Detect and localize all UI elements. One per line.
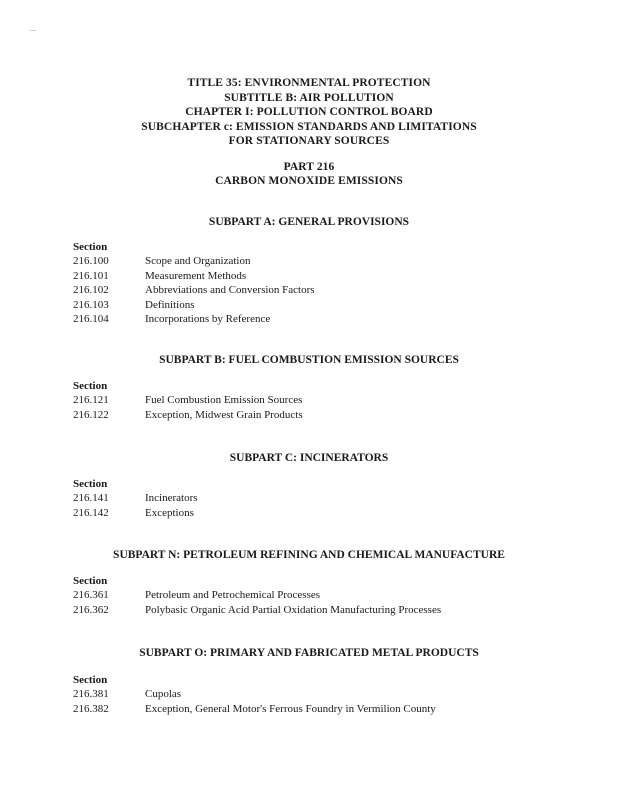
chapter-line: CHAPTER I: POLLUTION CONTROL BOARD <box>185 106 433 118</box>
section-row <box>73 393 593 407</box>
section-number: 216.141 <box>73 492 109 505</box>
section-row <box>73 269 593 283</box>
section-title: Definitions <box>145 298 195 311</box>
section-number: 216.104 <box>73 313 109 326</box>
title-line: TITLE 35: ENVIRONMENTAL PROTECTION <box>187 77 431 89</box>
section-row <box>73 702 593 716</box>
part-number: PART 216 <box>283 160 335 173</box>
section-number: 216.142 <box>73 506 109 519</box>
section-title: Petroleum and Petrochemical Processes <box>145 589 321 602</box>
section-number: 216.103 <box>73 298 109 311</box>
subpart-a-sections <box>73 240 593 326</box>
section-title: Scope and Organization <box>145 255 251 268</box>
subpart-c-title: SUBPART C: INCINERATORS <box>229 452 389 464</box>
section-label: Section <box>73 575 108 587</box>
section-row <box>73 408 593 422</box>
scan-artifact <box>30 30 36 31</box>
subpart-c-sections <box>73 477 593 520</box>
section-label: Section <box>73 478 108 490</box>
subpart-b-title: SUBPART B: FUEL COMBUSTION EMISSION SOURCES <box>159 354 459 366</box>
subpart-o-title: SUBPART O: PRIMARY AND FABRICATED METAL PRODUCTS <box>139 647 479 659</box>
section-number: 216.102 <box>73 284 109 297</box>
section-row <box>73 254 593 268</box>
section-number: 216.101 <box>73 269 109 282</box>
section-number: 216.382 <box>73 702 109 715</box>
subtitle-line: SUBTITLE B: AIR POLLUTION <box>224 91 394 104</box>
section-number: 216.121 <box>73 394 109 407</box>
subpart-b-sections <box>73 379 593 422</box>
section-title: Exception, General Motor's Ferrous Foundry in Vermilion County <box>145 702 436 715</box>
section-number: 216.362 <box>73 603 109 616</box>
section-label: Section <box>73 380 108 392</box>
section-title: Exception, Midwest Grain Products <box>145 408 303 421</box>
section-title: Abbreviations and Conversion Factors <box>145 284 315 297</box>
section-number: 216.122 <box>73 408 109 421</box>
part-title: CARBON MONOXIDE EMISSIONS <box>215 175 403 187</box>
section-row <box>73 506 593 520</box>
section-row <box>73 603 593 617</box>
section-row <box>73 283 593 297</box>
section-number: 216.361 <box>73 589 109 602</box>
section-number: 216.100 <box>73 255 109 268</box>
section-title: Cupolas <box>145 688 182 701</box>
section-label: Section <box>73 241 108 253</box>
section-title: Fuel Combustion Emission Sources <box>145 394 303 407</box>
subchapter-line: SUBCHAPTER c: EMISSION STANDARDS AND LIMITATIONS <box>141 120 477 133</box>
subpart-n-sections <box>73 574 593 617</box>
section-number: 216.381 <box>73 688 109 701</box>
section-title: Incinerators <box>145 492 198 505</box>
section-row <box>73 687 593 701</box>
section-row <box>73 588 593 602</box>
subpart-n-title: SUBPART N: PETROLEUM REFINING AND CHEMICAL MANUFACTURE <box>113 549 505 561</box>
subpart-o-sections <box>73 673 593 716</box>
subpart-a-title: SUBPART A: GENERAL PROVISIONS <box>208 216 410 228</box>
section-row <box>73 298 593 312</box>
section-title: Polybasic Organic Acid Partial Oxidation Manufacturing Processes <box>145 603 442 616</box>
section-label: Section <box>73 674 108 686</box>
section-title: Exceptions <box>145 506 194 519</box>
section-title: Measurement Methods <box>145 269 247 282</box>
document-header <box>0 76 618 189</box>
section-row <box>73 312 593 326</box>
subchapter-line-2: FOR STATIONARY SOURCES <box>228 135 390 147</box>
section-title: Incorporations by Reference <box>145 313 271 326</box>
section-row <box>73 491 593 505</box>
